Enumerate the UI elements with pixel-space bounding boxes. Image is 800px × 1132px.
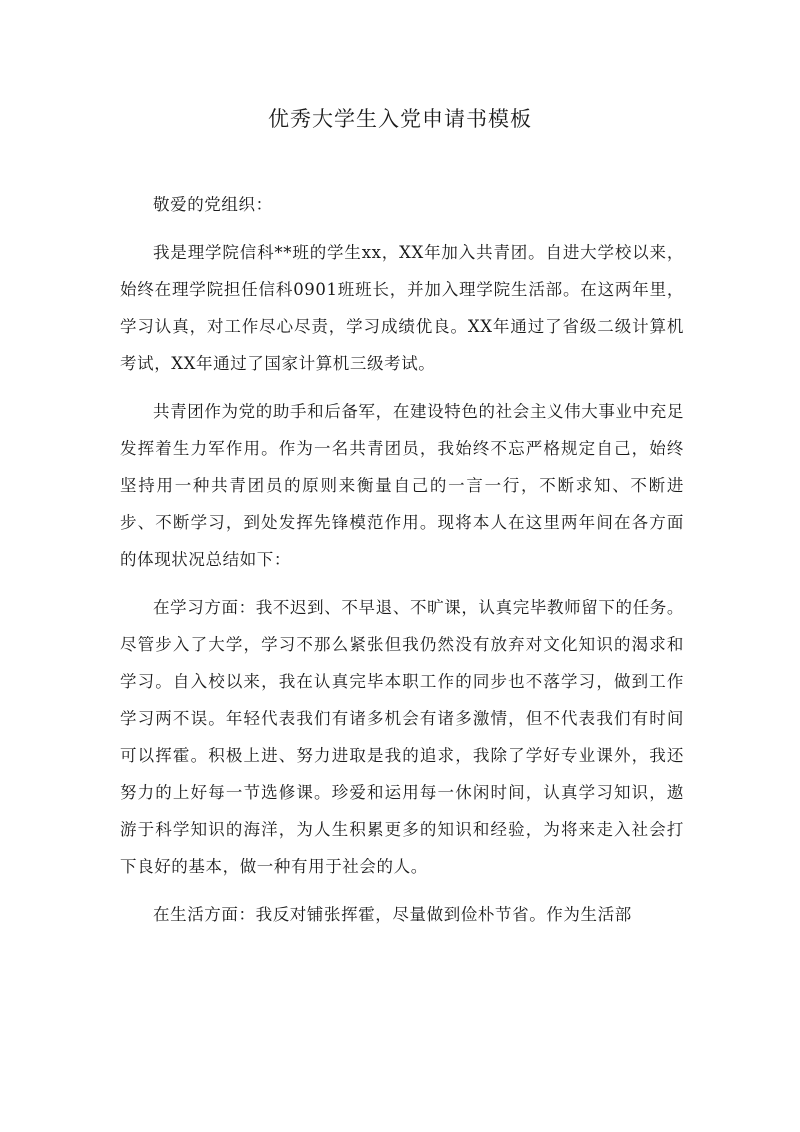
paragraph-life: 在生活方面：我反对铺张挥霍，尽量做到俭朴节省。作为生活部 bbox=[153, 905, 632, 924]
salutation: 敬爱的党组织： bbox=[153, 195, 273, 214]
document-body bbox=[120, 186, 684, 944]
paragraph-intro: 我是理学院信科**班的学生xx，XX年加入共青团。自进大学校以来，始终在理学院担任信科0901班班长，并加入理学院生活部。在这两年里，学习认真，对工作尽心尽责，学习成绩优良。XX年通过了省级二级计算机考试，XX年通过了国家计算机三级考试。 bbox=[120, 243, 684, 373]
paragraph-study: 在学习方面：我不迟到、不早退、不旷课，认真完毕教师留下的任务。尽管步入了大学，学习不那么紧张但我仍然没有放弃对文化知识的渴求和学习。自入校以来，我在认真完毕本职工作的同步也不落学习，做到工作学习两不误。年轻代表我们有诸多机会有诸多激情，但不代表我们有时间可以挥霍。积极上进、努力进取是我的追求，我除了学好专业课外，我还努力的上好每一节选修课。珍爱和运用每一休闲时间，认真学习知识，遨游于科学知识的海洋，为人生积累更多的知识和经验，为将来走入社会打下良好的基本，做一种有用于社会的人。 bbox=[120, 598, 684, 876]
paragraph-league: 共青团作为党的助手和后备军，在建设特色的社会主义伟大事业中充足发挥着生力军作用。作为一名共青团员，我始终不忘严格规定自己，始终坚持用一种共青团员的原则来衡量自己的一言一行，不断求知、不断进步、不断学习，到处发挥先锋模范作用。现将本人在这里两年间在各方面的体现状况总结如下： bbox=[120, 402, 684, 569]
document-title: 优秀大学生入党申请书模板 bbox=[268, 107, 532, 131]
